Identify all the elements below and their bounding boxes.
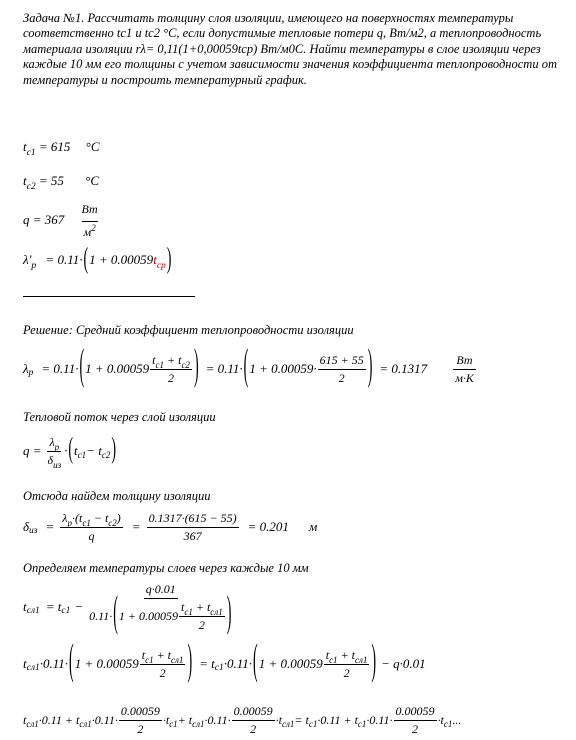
given-q: q = 367 $\frac{Вт}{м^2}$ xyxy=(23,202,98,239)
heading-heat-flow: Тепловой поток через слой изоляции xyxy=(23,410,216,424)
heading-layer-temps: Определяем температуры слоев через каждые 10 мм xyxy=(23,561,309,575)
heading-thickness: Отсюда найдем толщину изоляции xyxy=(23,489,211,503)
eq-layer1-linear: t сл1 ·0.11 + t сл1 ·0.11· $\frac{0.00059}{2}$ ·t c1 + t сл1 ·0.11· $\frac{0.00059}{2}$ ·t сл1 = t c1 ·0.11 + t c1 ·0.11· $\frac{0.00059}{2}$ ·t c1 ... xyxy=(23,703,462,736)
q-unit: $\frac{Вт}{м^2}$ xyxy=(81,202,98,239)
eq-heat-flow: q = $\frac{\lambda_р}{\delta_{из}}$ · ( t c1 − t c2 ) xyxy=(23,434,116,470)
eq-layer1-temp: t сл1 = t c1 − q·0.01 0.11· ( 1 + 0.00059 $\frac{t_{c1} + t_{сл1}}{2}$ ) xyxy=(23,581,232,638)
separator-line xyxy=(23,296,195,297)
given-lambda: $\lambda'_р = 0.11\cdot(1 + 0.00059t_{ср})$ xyxy=(23,244,172,276)
given-tc2: $t_{c2} = 55$ °C xyxy=(23,173,99,192)
heading-avg-conductivity: Решение: Средний коэффициент теплопроводности изоляции xyxy=(23,323,354,337)
task-statement: Задача №1. Рассчитать толщину слоя изоляции, имеющего на поверхностях температуры соответственно tc1 и tc2 °C, если допустимые тепловые потери q, Вт/м2, а теплопроводность материала изоляции rλ= 0,11(1+0,00059tср) Вт/м0С. Найти температуры в слое изоляции через каждые 10 мм его толщины с учетом зависимости значения коэффициента теплопроводности от температуры и построить температурный график. xyxy=(23,11,557,87)
eq-avg-lambda: λ р = 0.11· ( 1 + 0.00059 $\frac{t_{c1} + t_{c2}}{2}$ ) = 0.11· ( 1 + 0.00059· $\frac{615 + 55}{2}$ ) = 0.1317 $\frac{Вт}{м\cdot К}$ xyxy=(23,344,474,391)
eq-layer1-expanded: t сл1 ·0.11· ( 1 + 0.00059 $\frac{t_{c1} + t_{сл1}}{2}$ ) = t c1 ·0.11· ( 1 + 0.00059 $\frac{t_{c1} + t_{сл1}}{2}$ ) − q·0.01 xyxy=(23,639,426,686)
given-tc1: $t_{c1} = 615$ °C xyxy=(23,139,100,158)
eq-thickness: δ из = $\frac{\lambda_р\cdot(t_{c1} - t_{c2})}{q}$ = $\frac{0.1317\cdot(615 - 55)}{367}$ = 0.201 м xyxy=(23,510,318,543)
